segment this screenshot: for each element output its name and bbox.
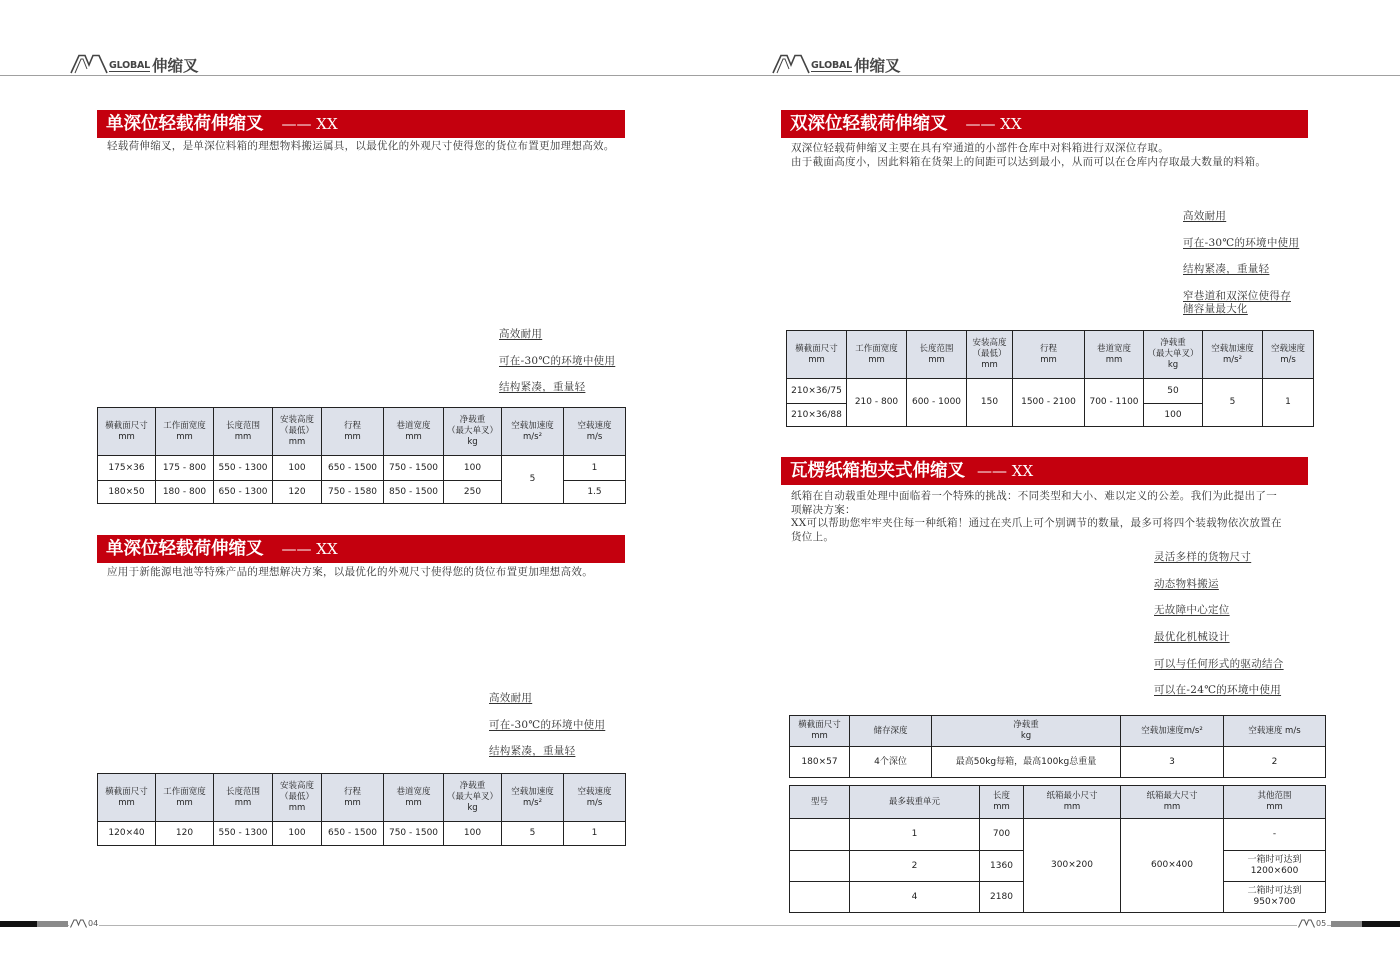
table-cell: 700 — [980, 819, 1024, 851]
table-cell: 210 - 800 — [847, 379, 907, 427]
table-header-cell: 纸箱最小尺寸 mm — [1024, 786, 1121, 819]
feature-item: 结构紧凑，重量轻 — [1183, 263, 1270, 276]
table-cell: 100 — [1144, 404, 1203, 427]
table-header-row — [98, 774, 626, 822]
feature-item: 无故障中心定位 — [1154, 604, 1230, 617]
table-cell: 600 - 1000 — [907, 379, 967, 427]
spec-table — [786, 330, 1314, 427]
table-cell: 5 — [1203, 379, 1263, 427]
table-header-cell: 横截面尺寸 mm — [787, 331, 847, 379]
feature-item: 最优化机械设计 — [1154, 631, 1230, 644]
section-model: —— XX — [965, 115, 1022, 133]
brand-logo-left — [70, 53, 199, 75]
table-cell: 250 — [444, 481, 502, 504]
description-line: 货位上。 — [791, 530, 835, 543]
feature-item: 窄巷道和双深位使得存储容量最大化 — [1183, 290, 1291, 316]
section-title-bar — [97, 110, 625, 138]
table-row — [98, 822, 626, 846]
table-cell: 100 — [444, 456, 502, 481]
table-cell: 850 - 1500 — [384, 481, 444, 504]
feature-list — [1183, 210, 1299, 317]
table-header-cell: 净载重 （最大单叉） kg — [1144, 331, 1203, 379]
table-cell: 二箱时可达到 950×700 — [1224, 882, 1326, 913]
feature-item: 高效耐用 — [489, 692, 533, 704]
table-header-cell: 安装高度 （最低） mm — [273, 408, 322, 456]
table-header-cell: 巷道宽度 mm — [384, 408, 444, 456]
table-header-cell: 行程 mm — [322, 408, 384, 456]
description-line: 应用于新能源电池等特殊产品的理想解决方案，以最优化的外观尺寸使得您的货位布置更加理想高效。 — [107, 566, 593, 578]
table-header-cell: 工作面宽度 mm — [156, 408, 214, 456]
section-model: —— XX — [281, 115, 338, 133]
table-header-row — [790, 786, 1326, 819]
table-cell: 4 — [850, 882, 980, 913]
section-title: 单深位轻载荷伸缩叉 — [106, 539, 264, 559]
table-cell: 100 — [444, 822, 502, 846]
table-cell: 1 — [850, 819, 980, 851]
table-header-cell: 纸箱最大尺寸 mm — [1121, 786, 1224, 819]
description-line: 由于截面高度小，因此料箱在货架上的间距可以达到最小，从而可以在仓库内存取最大数量的料箱。 — [791, 155, 1267, 168]
page-number-right — [1297, 916, 1327, 928]
table-cell: 最高50kg每箱，最高100kg总重量 — [932, 747, 1121, 778]
section-title-bar — [97, 535, 625, 563]
table-header-cell: 横截面尺寸 mm — [98, 408, 156, 456]
table-cell: 100 — [273, 456, 322, 481]
table-cell: 1 — [564, 822, 626, 846]
logo-wave-icon — [772, 54, 810, 74]
table-cell: 5 — [502, 822, 564, 846]
table-cell: 650 - 1500 — [322, 822, 384, 846]
load-spec-table — [789, 715, 1326, 778]
feature-list — [489, 692, 605, 772]
brand-name: GLOBAL — [109, 60, 151, 71]
table-header-cell: 净载重 kg — [932, 716, 1121, 747]
table-cell: 650 - 1300 — [214, 481, 273, 504]
brand-logo-right — [772, 53, 901, 75]
table-row — [790, 747, 1326, 778]
table-header-row — [790, 716, 1326, 747]
table-header-cell: 净载重 （最大单叉） kg — [444, 408, 502, 456]
table-header-cell: 最多载重单元 — [850, 786, 980, 819]
feature-item: 动态物料搬运 — [1154, 577, 1219, 590]
table-cell: 210×36/88 — [787, 404, 847, 427]
table-cell: 180×57 — [790, 747, 850, 778]
table-cell: 550 - 1300 — [214, 456, 273, 481]
table-cell: 一箱时可达到 1200×600 — [1224, 851, 1326, 882]
table-cell: 1360 — [980, 851, 1024, 882]
table-cell: 550 - 1300 — [214, 822, 273, 846]
table-header-cell: 长度范围 mm — [907, 331, 967, 379]
feature-item: 可在-30℃的环境中使用 — [499, 354, 616, 367]
section-title: 瓦楞纸箱抱夹式伸缩叉 — [790, 461, 965, 481]
section-title: 双深位轻载荷伸缩叉 — [790, 114, 948, 134]
table-cell: 3 — [1121, 747, 1224, 778]
description-line: 纸箱在自动载重处理中面临着一个特殊的挑战：不同类型和大小、难以定义的公差。我们为此提出了一 — [791, 490, 1277, 502]
table-cell: 2 — [1224, 747, 1326, 778]
table-header-row — [787, 331, 1314, 379]
table-header-cell: 巷道宽度 mm — [1085, 331, 1144, 379]
feature-item: 结构紧凑，重量轻 — [489, 745, 576, 758]
section-description — [791, 142, 1266, 169]
section-description — [107, 566, 593, 580]
table-header-cell: 行程 mm — [322, 774, 384, 822]
table-cell: 180×50 — [98, 481, 156, 504]
table-header-cell: 工作面宽度 mm — [847, 331, 907, 379]
table-header-cell: 空载加速度 m/s² — [502, 408, 564, 456]
table-cell: 175×36 — [98, 456, 156, 481]
feature-item: 可在-30℃的环境中使用 — [1183, 236, 1300, 249]
feature-item: 高效耐用 — [499, 328, 543, 340]
table-cell: 120 — [273, 481, 322, 504]
logo-wave-icon — [70, 54, 108, 74]
section-description — [107, 140, 615, 154]
model-cell-empty — [790, 851, 850, 882]
page-number: 05 — [1316, 919, 1327, 928]
table-cell: 100 — [273, 822, 322, 846]
footer-bar-black — [0, 921, 37, 927]
feature-item: 可在-30℃的环境中使用 — [489, 718, 606, 731]
table-header-cell: 安装高度 （最低） mm — [967, 331, 1013, 379]
section-description — [791, 490, 1282, 544]
table-header-cell: 巷道宽度 mm — [384, 774, 444, 822]
model-cell-empty — [790, 819, 850, 851]
page-number-left — [69, 916, 99, 928]
model-cell-empty — [790, 882, 850, 913]
table-cell: 120 — [156, 822, 214, 846]
section-model: —— XX — [977, 462, 1034, 480]
table-cell: 1.5 — [564, 481, 626, 504]
table-cell: 1 — [1263, 379, 1314, 427]
table-header-cell: 空载加速度 m/s² — [1203, 331, 1263, 379]
feature-list — [499, 328, 615, 408]
table-header-cell: 横截面尺寸 mm — [790, 716, 850, 747]
footer-bar-black — [1362, 921, 1400, 927]
table-cell: 120×40 — [98, 822, 156, 846]
section-title: 单深位轻载荷伸缩叉 — [106, 114, 264, 134]
table-cell: 600×400 — [1121, 819, 1224, 913]
header-rule — [0, 75, 1400, 76]
table-cell: 750 - 1500 — [384, 456, 444, 481]
section-title-bar — [781, 110, 1308, 138]
table-header-cell: 空载加速度m/s² — [1121, 716, 1224, 747]
table-header-cell: 空载速度 m/s — [564, 408, 626, 456]
description-line: 项解决方案： — [791, 503, 856, 516]
table-cell: 175 - 800 — [156, 456, 214, 481]
table-cell: 2180 — [980, 882, 1024, 913]
table-header-cell: 型号 — [790, 786, 850, 819]
table-cell: 5 — [502, 456, 564, 504]
section-title-bar — [781, 457, 1308, 485]
feature-item: 可以与任何形式的驱动结合 — [1154, 657, 1284, 670]
table-header-cell: 空载速度 m/s — [564, 774, 626, 822]
footer-rule — [0, 925, 1400, 926]
table-header-cell: 其他范围 mm — [1224, 786, 1326, 819]
spec-table — [97, 407, 626, 504]
description-line: 轻载荷伸缩叉，是单深位料箱的理想物料搬运属具，以最优化的外观尺寸使得您的货位布置更加理想高效。 — [107, 140, 615, 152]
logo-wave-icon — [70, 919, 87, 928]
logo-wave-icon — [1298, 919, 1315, 928]
table-cell: 180 - 800 — [156, 481, 214, 504]
table-header-cell: 长度 mm — [980, 786, 1024, 819]
table-cell: 2 — [850, 851, 980, 882]
table-cell: 650 - 1500 — [322, 456, 384, 481]
section-model: —— XX — [281, 540, 338, 558]
feature-item: 可以在-24℃的环境中使用 — [1154, 684, 1282, 697]
page-number: 04 — [88, 919, 99, 928]
table-cell: 300×200 — [1024, 819, 1121, 913]
table-cell: 1 — [564, 456, 626, 481]
table-header-cell: 长度范围 mm — [214, 774, 273, 822]
description-line: XX可以帮助您牢牢夹住每一种纸箱！通过在夹爪上可个别调节的数量，最多可将四个装载物依次放置在 — [791, 517, 1282, 530]
table-header-cell: 行程 mm — [1013, 331, 1085, 379]
feature-item: 灵活多样的货物尺寸 — [1154, 551, 1252, 563]
table-cell: 4个深位 — [850, 747, 932, 778]
description-line: 双深位轻载荷伸缩叉主要在具有窄通道的小部件仓库中对料箱进行双深位存取。 — [791, 142, 1169, 154]
table-cell: 750 - 1500 — [384, 822, 444, 846]
table-header-cell: 长度范围 mm — [214, 408, 273, 456]
table-header-cell: 净载重 （最大单叉） kg — [444, 774, 502, 822]
feature-item: 结构紧凑，重量轻 — [499, 381, 586, 394]
brand-product: 伸缩叉 — [152, 57, 199, 75]
table-header-cell: 工作面宽度 mm — [156, 774, 214, 822]
table-row — [790, 819, 1326, 851]
table-cell: - — [1224, 819, 1326, 851]
footer-bar-gray — [1331, 921, 1362, 927]
feature-list — [1154, 551, 1284, 711]
brand-product: 伸缩叉 — [854, 57, 901, 75]
spec-table — [97, 773, 626, 846]
table-cell: 750 - 1580 — [322, 481, 384, 504]
table-row — [98, 456, 626, 481]
table-cell: 150 — [967, 379, 1013, 427]
table-cell: 700 - 1100 — [1085, 379, 1144, 427]
table-row — [787, 379, 1314, 404]
table-header-cell: 安装高度 （最低） mm — [273, 774, 322, 822]
model-spec-table — [789, 785, 1326, 913]
table-header-cell: 横截面尺寸 mm — [98, 774, 156, 822]
table-header-cell: 空载加速度 m/s² — [502, 774, 564, 822]
table-cell: 210×36/75 — [787, 379, 847, 404]
table-header-cell: 空载速度 m/s — [1224, 716, 1326, 747]
table-cell: 1500 - 2100 — [1013, 379, 1085, 427]
brand-name: GLOBAL — [811, 60, 853, 71]
footer-bar-gray — [37, 921, 68, 927]
table-cell: 50 — [1144, 379, 1203, 404]
table-header-cell: 储存深度 — [850, 716, 932, 747]
table-header-row — [98, 408, 626, 456]
feature-item: 高效耐用 — [1183, 210, 1227, 222]
table-header-cell: 空载速度 m/s — [1263, 331, 1314, 379]
